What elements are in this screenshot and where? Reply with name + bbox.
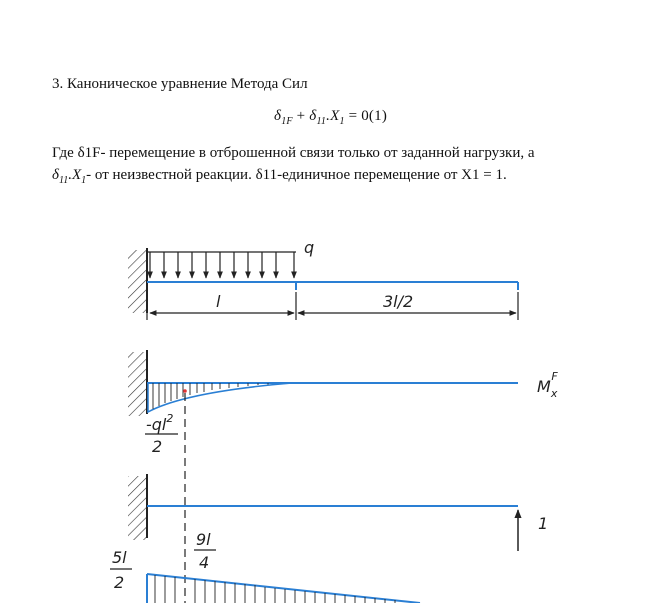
loaded-beam-scheme xyxy=(128,238,518,320)
explanation-line-2: $\delta_{11}.X_1-$ от неизвестной реакции. δ11-единичное перемещение от X1 = 1. xyxy=(52,167,507,186)
unit-moment-diagram xyxy=(110,530,420,603)
h-value-numerator: 5l xyxy=(112,548,127,567)
dimension-line xyxy=(147,292,518,320)
moment-diagram-load xyxy=(128,350,558,456)
load-label: q xyxy=(304,238,315,257)
g-value-denominator: 4 xyxy=(199,553,210,572)
fixed-support-2 xyxy=(128,352,146,416)
fixed-support-1 xyxy=(128,250,146,313)
g-value-numerator: 9l xyxy=(196,530,211,549)
unit-force-label: 1 xyxy=(538,514,549,533)
dim-label-l: l xyxy=(216,292,221,311)
marker-dot xyxy=(183,389,187,393)
moment-value-numerator: $-ql^2$ xyxy=(146,412,174,434)
unit-force-scheme xyxy=(128,474,548,551)
fixed-support-3 xyxy=(128,476,146,540)
distributed-load xyxy=(148,252,296,278)
moment-label: $M_xF$ xyxy=(537,370,558,400)
h-value-denominator: 2 xyxy=(114,573,125,592)
canonical-equation: $\delta_{1F} + \delta_{11}.X_1 = 0(1)$ xyxy=(274,108,388,127)
dim-label-3l2: 3l/2 xyxy=(383,292,414,311)
moment-value-denominator: 2 xyxy=(152,437,163,456)
explanation-line-1: Где δ1F- перемещение в отброшенной связи только от заданной нагрузки, а xyxy=(52,145,535,161)
section-heading: 3. Каноническое уравнение Метода Сил xyxy=(52,76,308,92)
